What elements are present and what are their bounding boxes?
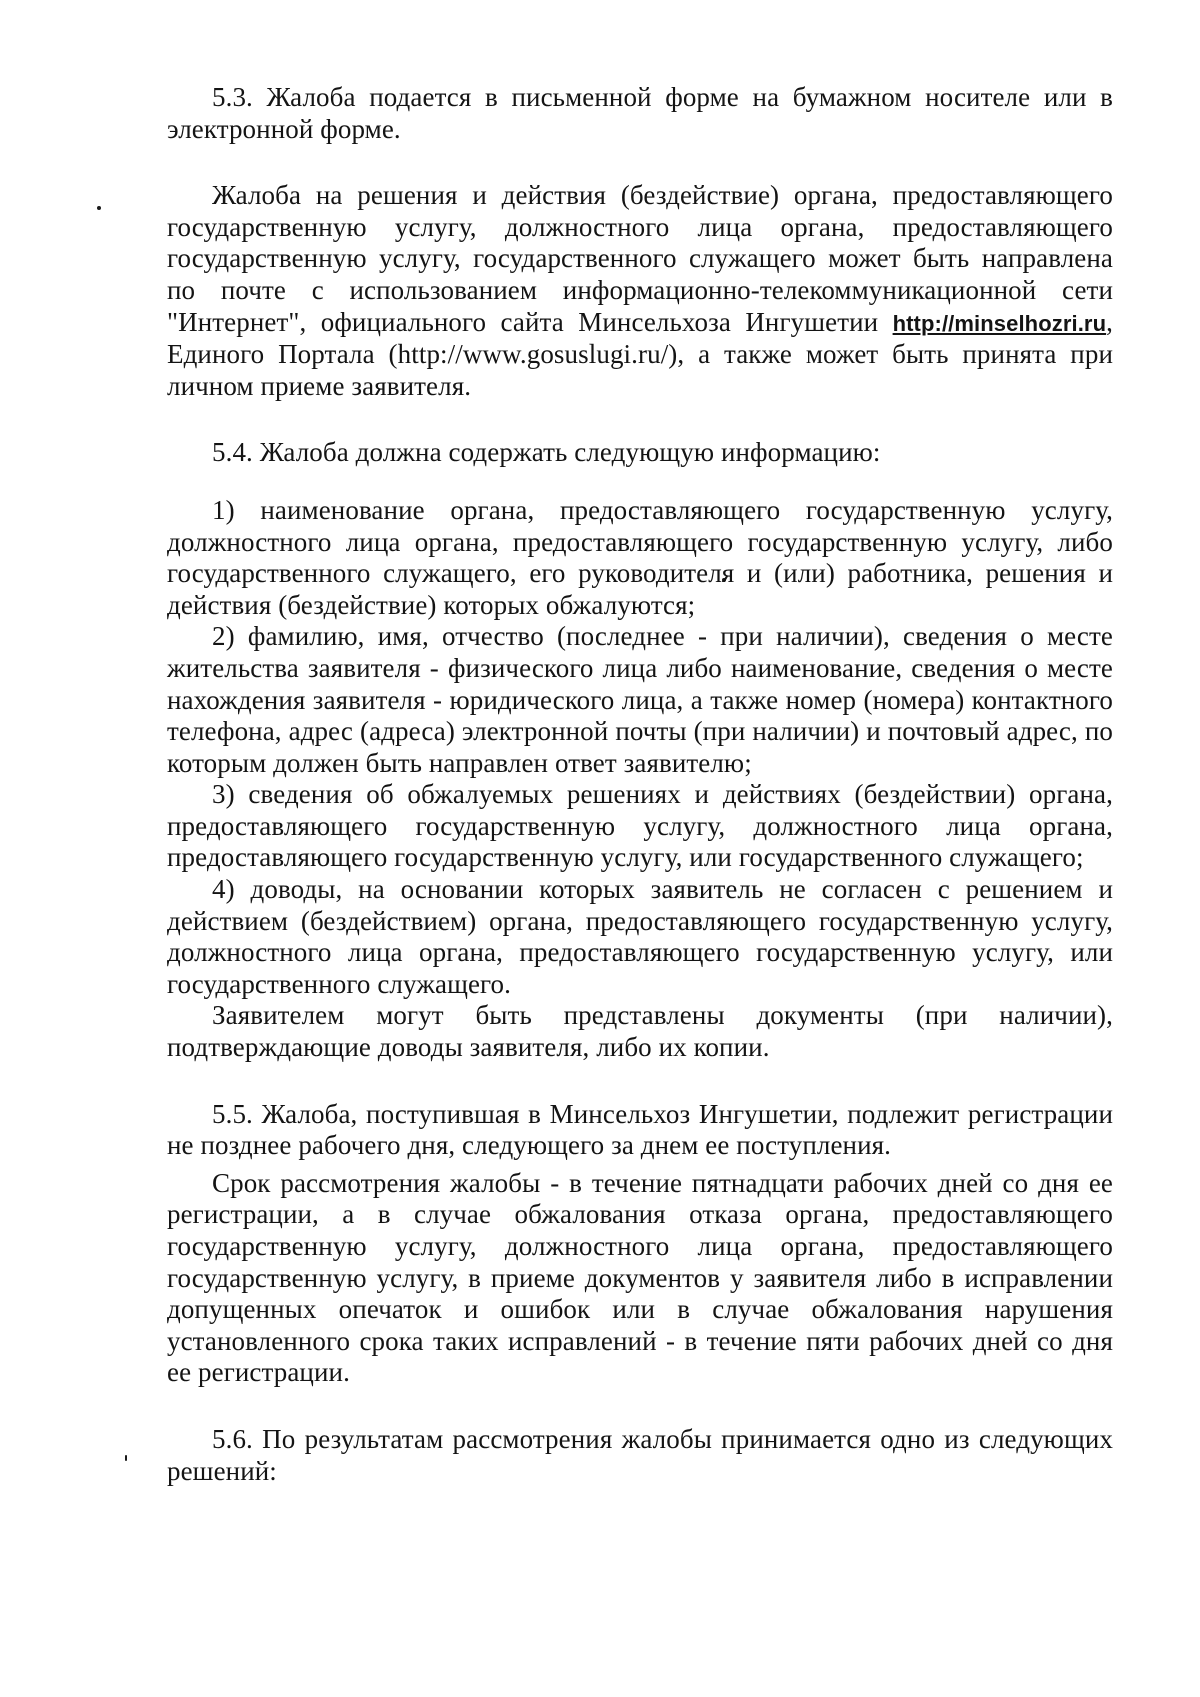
complaint-submission-text: Жалоба на решения и действия (бездействие) органа, предоставляющего государственную услугу, должностного лица органа, предоставляющего государственную услугу, государственного служащего может быть направлена по почте с использованием информационно-телекоммуникационной сети "Интернет", официального сайта Минсельхоза Ингушетии xyxy=(167,180,1113,337)
scan-speck xyxy=(97,206,101,210)
complaint-submission-text-end: , Единого Портала (http://www.gosuslugi.ru/), а также может быть принята при личном приеме заявителя. xyxy=(167,306,1113,401)
list-item-2: 2) фамилию, имя, отчество (последнее - при наличии), сведения о месте жительства заявителя - физического лица либо наименование, сведения о месте нахождения заявителя - юридического лица, а также номер (номера) контактного телефона, адрес (адреса) электронной почты (при наличии) и почтовый адрес, по которым должен быть направлен ответ заявителю; xyxy=(167,621,1113,778)
section-5-3-paragraph: 5.3. Жалоба подается в письменной форме на бумажном носителе или в электронной форме. xyxy=(167,82,1113,144)
scan-speck xyxy=(125,1455,127,1461)
document-body xyxy=(167,82,1113,1487)
section-5-5-paragraph: 5.5. Жалоба, поступившая в Минсельхоз Ингушетии, подлежит регистрации не позднее рабочего дня, следующего за днем ее поступления. xyxy=(167,1098,1113,1161)
review-period-paragraph: Срок рассмотрения жалобы - в течение пятнадцати рабочих дней со дня ее регистрации, а в случае обжалования отказа органа, предоставляющего государственную услугу, должностного лица органа, предоставляющего государственную услугу, в приеме документов у заявителя либо в исправлении допущенных опечаток и ошибок или в случае обжалования нарушения установленного срока таких исправлений - в течение пяти рабочих дней со дня ее регистрации. xyxy=(167,1167,1113,1388)
paragraph-spacer xyxy=(167,1389,1113,1424)
section-5-6-paragraph: 5.6. По результатам рассмотрения жалобы принимается одно из следующих решений: xyxy=(167,1423,1113,1486)
paragraph-spacer xyxy=(167,469,1113,495)
section-5-4-paragraph: 5.4. Жалоба должна содержать следующую информацию: xyxy=(212,437,881,468)
ministry-website-link[interactable]: http://minselhozri.ru xyxy=(892,310,1107,336)
paragraph-spacer xyxy=(167,402,1113,437)
complaint-submission-paragraph xyxy=(167,180,1113,402)
paragraph-spacer xyxy=(167,145,1113,180)
paragraph-spacer xyxy=(167,1064,1113,1099)
list-item-3: 3) сведения об обжалуемых решениях и действиях (бездействии) органа, предоставляющего государственную услугу, должностного лица органа, предоставляющего государственную услугу, или государственного служащего; xyxy=(167,779,1113,873)
list-item-4: 4) доводы, на основании которых заявитель не согласен с решением и действием (бездействием) органа, предоставляющего государственную услугу, должностного лица органа, предоставляющего государственную услугу, или государственного служащего. xyxy=(167,874,1113,999)
list-item-1: 1) наименование органа, предоставляющего государственную услугу, должностного лица органа, предоставляющего государственную услугу, либо государственного служащего, его руководителя и (или) работника, решения и действия (бездействие) которых обжалуются; xyxy=(167,494,1113,620)
supporting-documents-paragraph: Заявителем могут быть представлены документы (при наличии), подтверждающие доводы заявителя, либо их копии. xyxy=(167,1000,1113,1063)
